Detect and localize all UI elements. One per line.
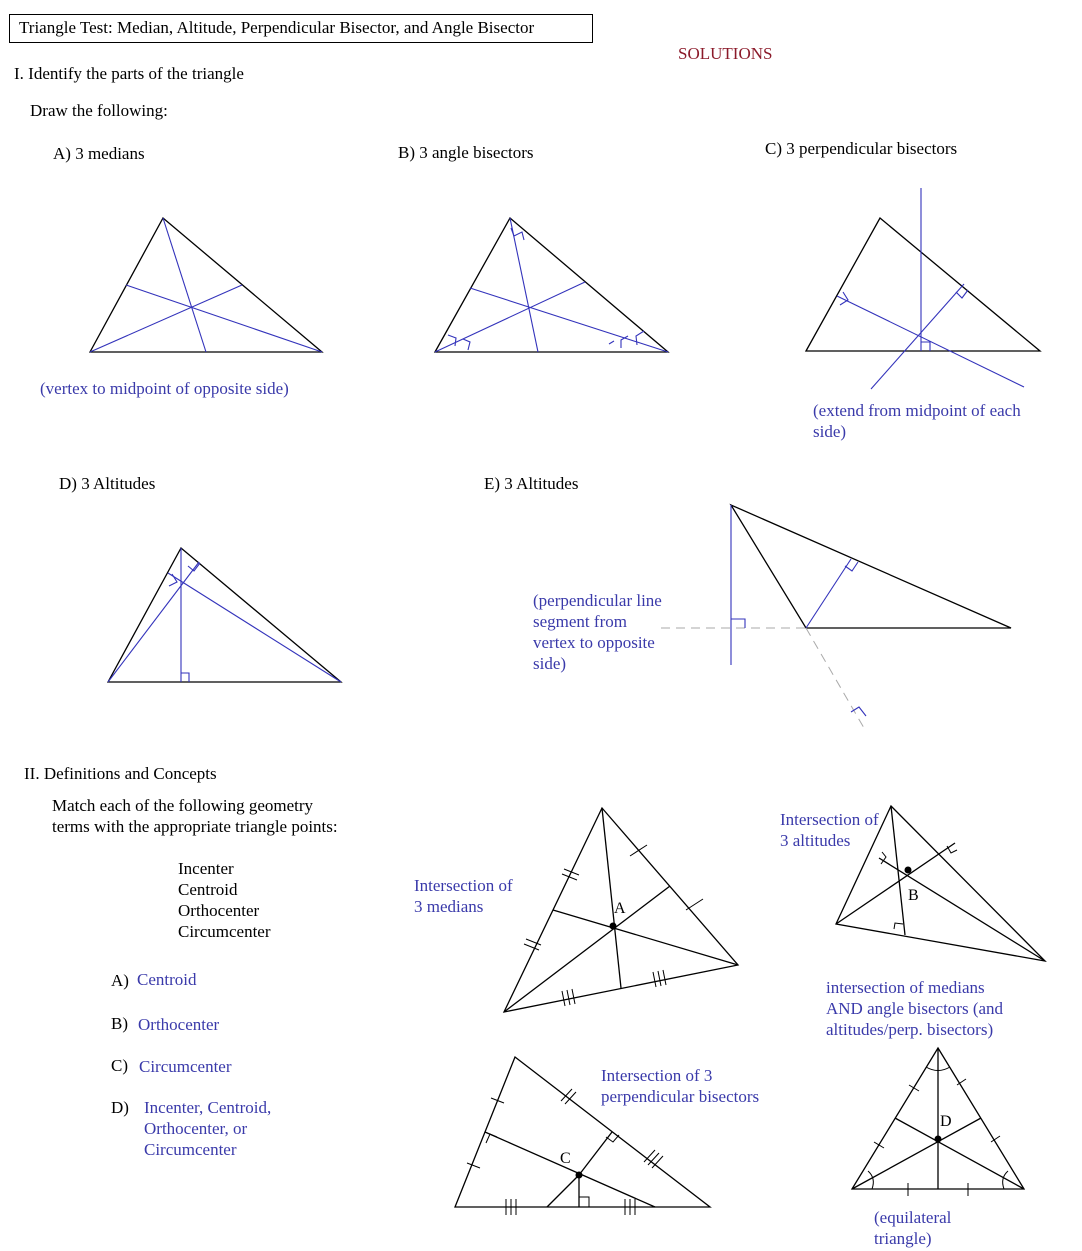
- equilateral-note-line2: triangle): [874, 1229, 932, 1248]
- circumcenter-triangle: [455, 1057, 713, 1215]
- altitudes-note-line1: Intersection of: [780, 810, 879, 829]
- perpendicular-bisectors-triangle: [806, 188, 1040, 389]
- median-line: [90, 285, 242, 352]
- tick-marks: [562, 970, 666, 1006]
- section1-heading: I. Identify the parts of the triangle: [14, 64, 244, 83]
- medians-note-line1: Intersection of: [414, 876, 513, 895]
- median-line: [504, 886, 670, 1012]
- perp-bisector-note-line2: perpendicular bisectors: [601, 1087, 760, 1106]
- term-orthocenter: Orthocenter: [178, 901, 260, 920]
- point-label-a: A: [614, 900, 626, 917]
- triangle-outline: [836, 806, 1045, 961]
- triangle-outline: [731, 505, 1011, 628]
- triangle-outline: [90, 218, 322, 352]
- right-angle-mark: [169, 574, 177, 586]
- point-label-d: D: [940, 1113, 952, 1130]
- answer-a-label: A): [111, 971, 129, 990]
- altitude-line: [108, 562, 199, 682]
- answer-c-label: C): [111, 1056, 128, 1075]
- answer-d-value-line3: Circumcenter: [144, 1140, 237, 1159]
- altitudes-triangle-d: [108, 548, 341, 682]
- right-angle-mark: [579, 1197, 589, 1207]
- centroid-point: [610, 923, 617, 930]
- section1-instruction: Draw the following:: [30, 101, 168, 120]
- altitude-line: [168, 573, 341, 682]
- right-angle-mark: [851, 707, 866, 716]
- answer-a-value: Centroid: [137, 970, 197, 989]
- altitude-line: [806, 559, 851, 628]
- orthocenter-point: [905, 867, 912, 874]
- item-a-label: A) 3 medians: [53, 144, 145, 163]
- item-d-label: D) 3 Altitudes: [59, 474, 156, 493]
- perp-note-line1: (extend from midpoint of each: [813, 401, 1021, 420]
- term-circumcenter: Circumcenter: [178, 922, 271, 941]
- answer-b-value: Orthocenter: [138, 1015, 220, 1034]
- tick-marks: [561, 1089, 663, 1168]
- perp-bisector-line: [579, 1132, 612, 1175]
- altitude-note-line3: vertex to opposite: [533, 633, 655, 652]
- answer-b-label: B): [111, 1014, 128, 1033]
- item-e-label: E) 3 Altitudes: [484, 474, 579, 493]
- angle-bisector-line: [470, 288, 668, 352]
- median-line: [852, 1118, 981, 1189]
- right-angle-mark: [921, 342, 930, 351]
- term-incenter: Incenter: [178, 859, 234, 878]
- median-line: [553, 910, 738, 965]
- perp-bisector-line: [485, 1132, 655, 1207]
- angle-mark: [609, 331, 644, 348]
- medians-note-line2: 3 medians: [414, 897, 484, 916]
- tick-marks: [467, 1098, 504, 1168]
- term-centroid: Centroid: [178, 880, 238, 899]
- answer-d-value-line2: Orthocenter, or: [144, 1119, 248, 1138]
- median-line: [602, 808, 621, 988]
- medians-triangle: [90, 218, 322, 352]
- item-b-label: B) 3 angle bisectors: [398, 143, 534, 162]
- equal-note-line3: altitudes/perp. bisectors): [826, 1020, 994, 1039]
- equal-note-line2: AND angle bisectors (and: [826, 999, 1004, 1018]
- tick-marks: [524, 869, 579, 950]
- altitudes-note-line2: 3 altitudes: [780, 831, 851, 850]
- equilateral-center-point: [935, 1136, 942, 1143]
- perp-note-line2: side): [813, 422, 847, 441]
- perp-bisector-note-line1: Intersection of 3: [601, 1066, 713, 1085]
- point-label-c: C: [560, 1150, 571, 1167]
- median-line: [163, 218, 206, 352]
- solutions-label: SOLUTIONS: [678, 44, 773, 63]
- circumcenter-point: [576, 1172, 583, 1179]
- altitude-line: [879, 858, 1045, 961]
- section2-heading: II. Definitions and Concepts: [24, 764, 217, 783]
- point-label-b: B: [908, 887, 919, 904]
- perp-bisector-line: [871, 284, 964, 389]
- altitudes-triangle-e: [661, 505, 1011, 728]
- median-line: [895, 1118, 1024, 1189]
- altitude-note-line4: side): [533, 654, 567, 673]
- tick-marks: [630, 845, 703, 910]
- altitude-note-line1: (perpendicular line: [533, 591, 662, 610]
- angle-bisectors-triangle: [435, 218, 668, 352]
- right-angle-mark: [188, 563, 200, 571]
- centroid-triangle: [504, 808, 738, 1012]
- perp-bisector-line: [547, 1175, 579, 1207]
- altitude-line: [836, 843, 955, 924]
- triangle-outline: [435, 218, 668, 352]
- section2-instruction-line1: Match each of the following geometry: [52, 796, 314, 815]
- triangle-outline: [455, 1057, 713, 1207]
- right-angle-mark: [845, 562, 858, 571]
- median-note: (vertex to midpoint of opposite side): [40, 379, 289, 398]
- triangle-outline: [108, 548, 341, 682]
- right-angle-mark: [731, 619, 745, 628]
- page-title: Triangle Test: Median, Altitude, Perpendicular Bisector, and Angle Bisector: [19, 18, 535, 37]
- angle-bisector-line: [435, 282, 585, 352]
- altitude-note-line2: segment from: [533, 612, 627, 631]
- median-line: [126, 285, 322, 352]
- extended-altitude: [806, 628, 864, 728]
- answer-c-value: Circumcenter: [139, 1057, 232, 1076]
- answer-d-label: D): [111, 1098, 129, 1117]
- equilateral-note-line1: (equilateral: [874, 1208, 952, 1227]
- right-angle-mark: [894, 923, 903, 929]
- section2-instruction-line2: terms with the appropriate triangle points:: [52, 817, 338, 836]
- right-angle-mark: [181, 673, 189, 682]
- equilateral-triangle: [852, 1048, 1024, 1196]
- equal-note-line1: intersection of medians: [826, 978, 985, 997]
- answer-d-value-line1: Incenter, Centroid,: [144, 1098, 272, 1117]
- orthocenter-triangle: [836, 806, 1045, 961]
- item-c-label: C) 3 perpendicular bisectors: [765, 139, 958, 158]
